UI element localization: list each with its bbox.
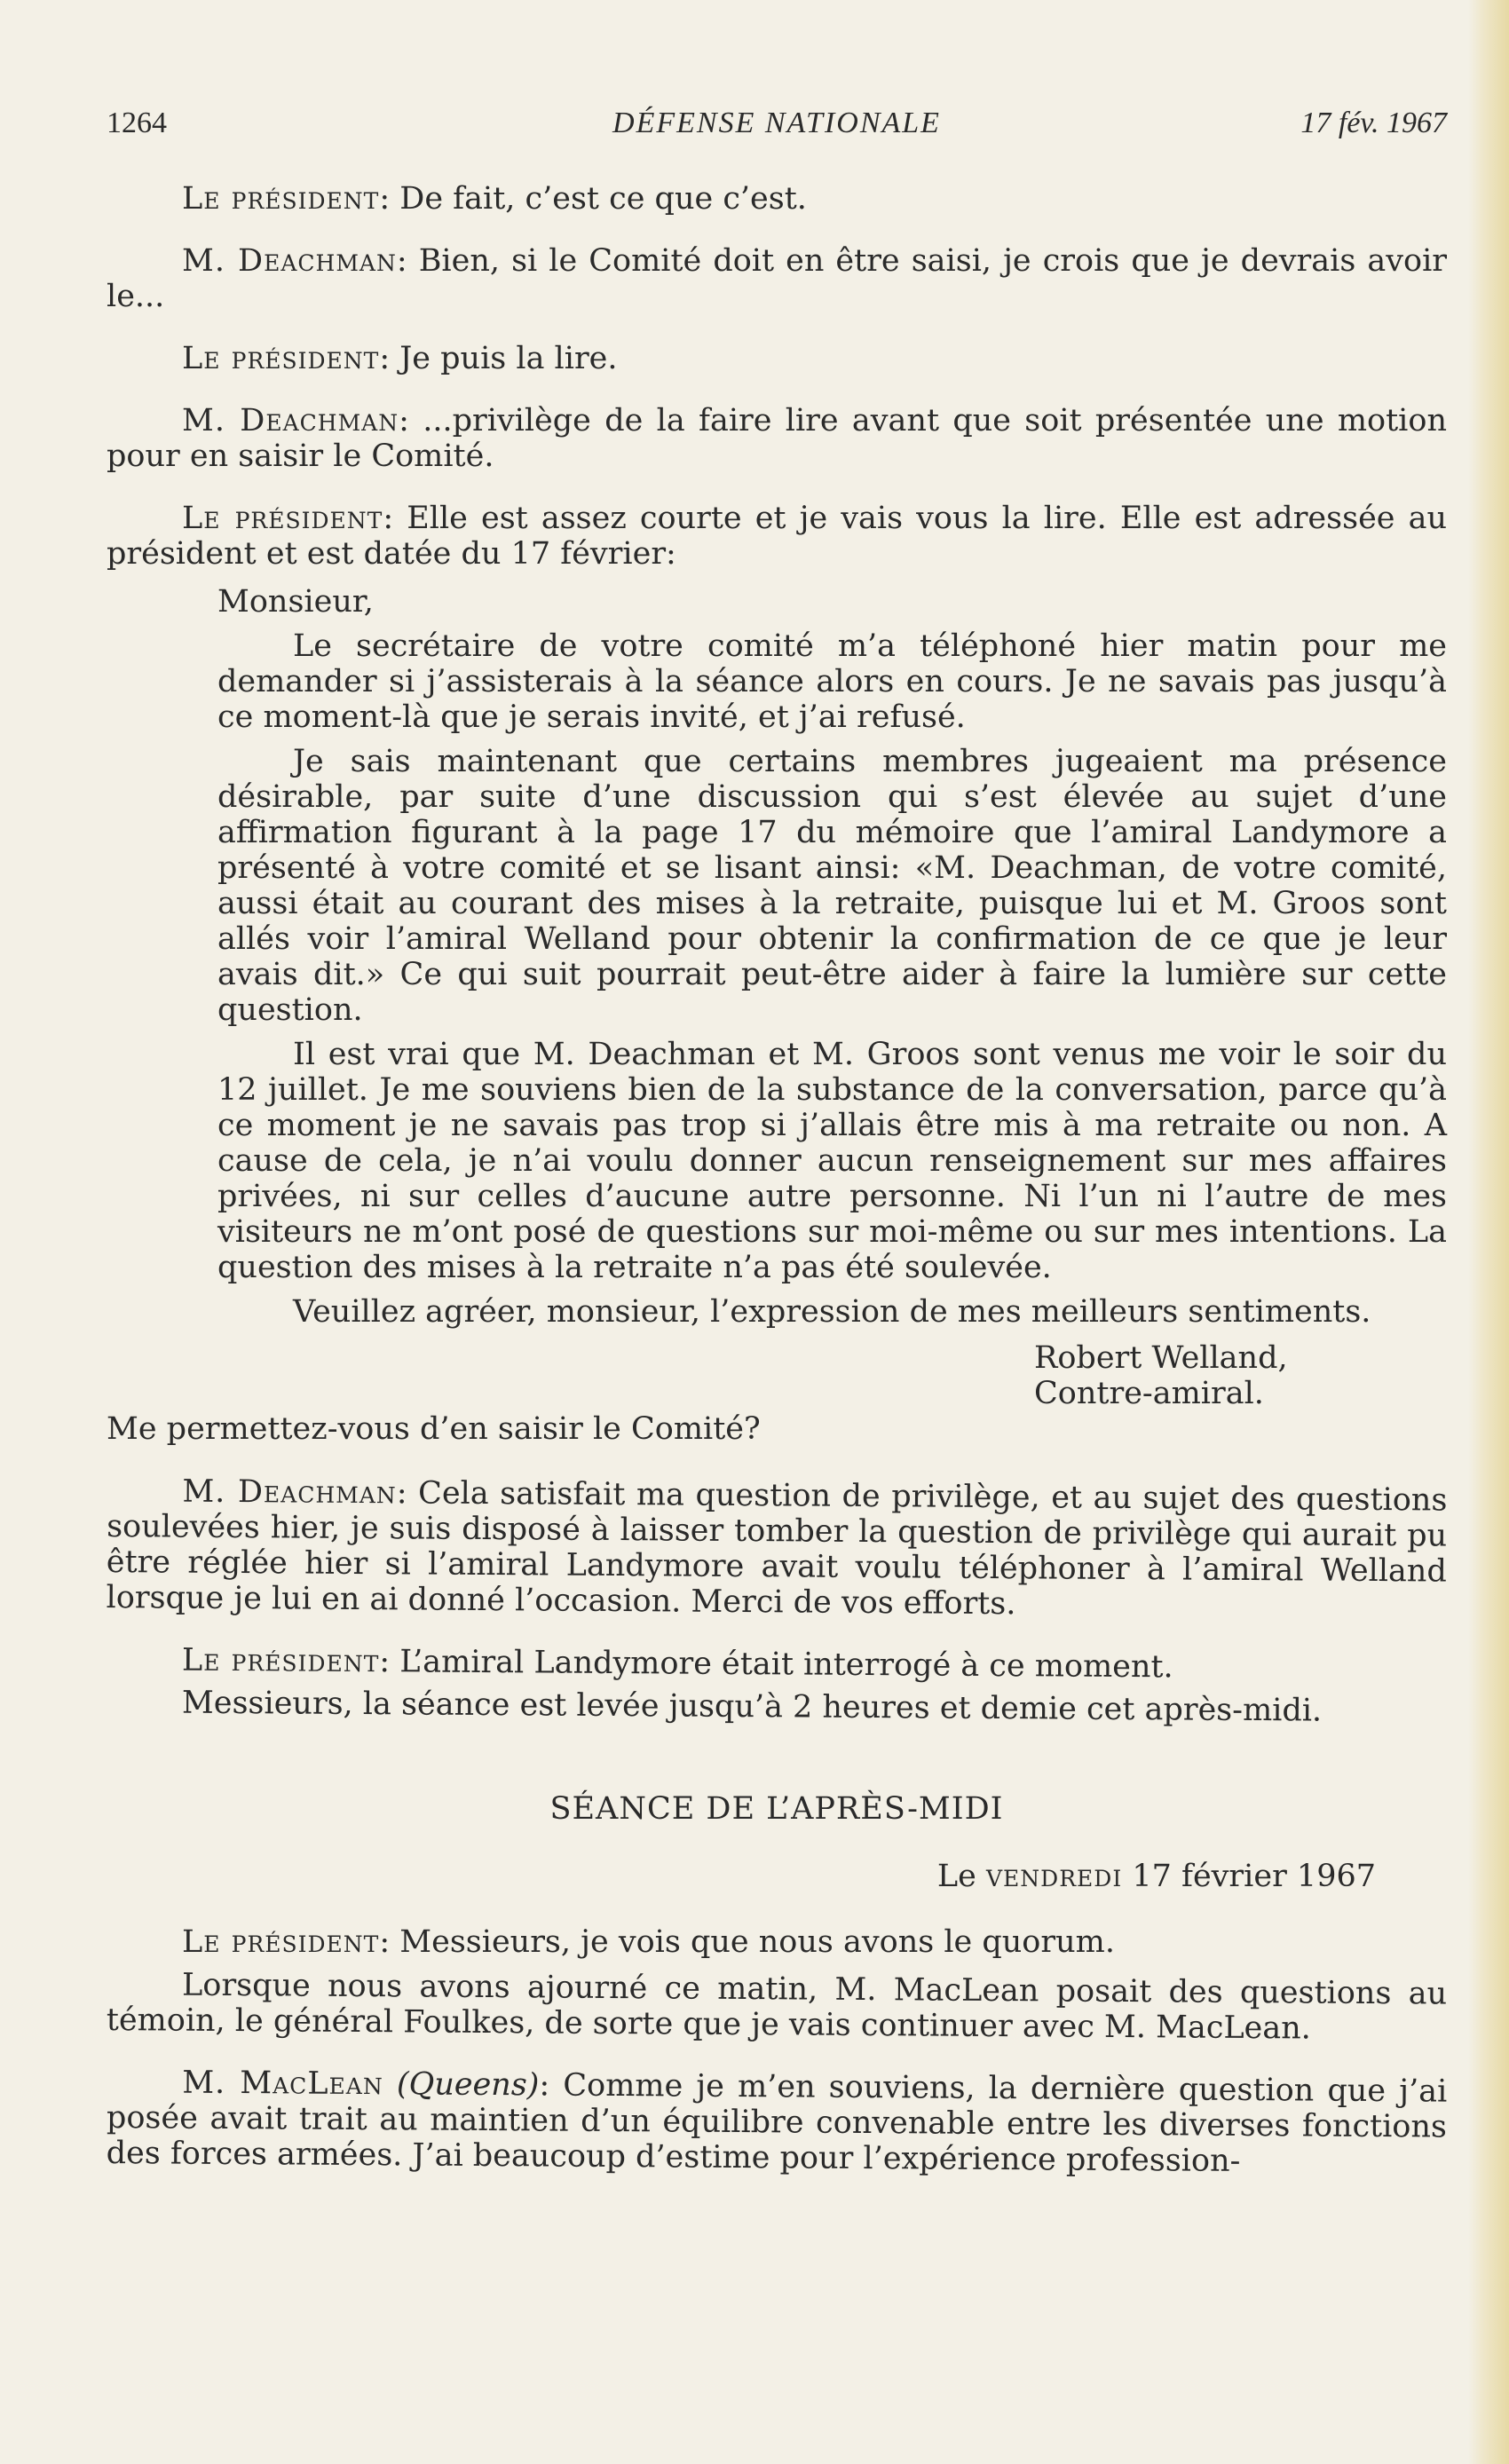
page-body — [107, 181, 1447, 2198]
paragraph: Me permettez-vous d’en saisir le Comité? — [107, 1411, 761, 1447]
letter-body — [107, 628, 1447, 1330]
paragraph — [107, 501, 1447, 572]
paragraph — [106, 1473, 1447, 1625]
dateline-date: 17 février 1967 — [1122, 1859, 1376, 1894]
dateline-day: vendredi — [985, 1859, 1123, 1894]
page-number: 1264 — [107, 107, 167, 139]
paragraph — [107, 2065, 1448, 2181]
speech-text: : ...privilège de la faire lire avant que soit présentée une motion pour en saisir le Comité. — [107, 403, 1447, 474]
speaker-name: M. MacLean — [182, 2065, 383, 2103]
paragraph: Lorsque nous avons ajourné ce matin, M. MacLean posait des questions au témoin, le général Foulkes, de sorte que je vais continuer avec M. MacLean. — [106, 1967, 1448, 2047]
paragraph — [107, 1924, 1447, 1960]
speech-text: : Comme je m’en souviens, la dernière question que j’ai posée avait trait au maintien d’un équilibre convenable entre les diverses fonctions des forces armées. J’ai beaucoup d’estime pour l’expérience profession- — [106, 2067, 1448, 2179]
speech-text: : De fait, c’est ce que c’est. — [379, 181, 807, 217]
signature-title: Contre-amiral. — [1034, 1376, 1264, 1411]
page-edge-shading — [1468, 0, 1509, 2464]
signature-name: Robert Welland, — [1034, 1340, 1288, 1376]
speaker-name: Le président — [182, 181, 380, 217]
paragraph — [107, 181, 1447, 217]
speaker-name: Le président — [182, 341, 380, 376]
session-dateline — [107, 1859, 1447, 1894]
letter-salutation: Monsieur, — [217, 584, 374, 620]
paragraph — [107, 1642, 1447, 1687]
running-title: DÉFENSE NATIONALE — [612, 107, 941, 139]
riding-name: (Queens) — [396, 2066, 540, 2104]
paragraph — [107, 403, 1447, 474]
letter-paragraph: Veuillez agréer, monsieur, l’expression de mes meilleurs sentiments. — [293, 1294, 1371, 1330]
paragraph — [107, 243, 1447, 314]
speaker-name: Le président — [182, 501, 383, 536]
speaker-name: M. Deachman — [182, 1473, 397, 1512]
letter-paragraph: Il est vrai que M. Deachman et M. Groos sont venus me voir le soir du 12 juillet. Je me souviens bien de la substance de la conversation, parce qu’à ce moment je ne savais pas trop si j’allais être mis à ma retraite ou non. A cause de cela, je n’ai voulu donner aucun renseignement sur mes affaires privées, ni sur celles d’aucune autre personne. Ni l’un ni l’autre de mes visiteurs ne m’ont posé de questions sur moi-même ou sur mes intentions. La question des mises à la retraite n’a pas été soulevée. — [217, 1037, 1447, 1285]
speaker-name: M. Deachman — [182, 403, 399, 438]
quoted-letter — [107, 584, 1447, 1411]
speaker-name: Le président — [181, 1642, 380, 1680]
speech-text: : Messieurs, je vois que nous avons le quorum. — [379, 1924, 1115, 1960]
speech-text: : Elle est assez courte et je vais vous la lire. Elle est adressée au président et est datée du 17 février: — [107, 501, 1448, 572]
letter-paragraph: Le secrétaire de votre comité m’a téléphoné hier matin pour me demander si j’assisterais à la séance alors en cours. Je ne savais pas jusqu’à ce moment-là que je serais invité, et j’ai refusé. — [217, 628, 1447, 735]
paragraph: Messieurs, la séance est levée jusqu’à 2 heures et demie cet après-midi. — [181, 1685, 1323, 1729]
letter-paragraph: Je sais maintenant que certains membres jugeaient ma présence désirable, par suite d’une discussion qui s’est élevée au sujet d’une affirmation figurant à la page 17 du mémoire que l’amiral Landymore a présenté à votre comité et se lisant ainsi: «M. Deachman, de votre comité, aussi était au courant des mises à la retraite, puisque lui et M. Groos sont allés voir l’amiral Welland pour obtenir la confirmation de ce que je leur avais dit.» Ce qui suit pourrait peut-être aider à faire la lumière sur cette question. — [217, 744, 1447, 1028]
paragraph — [107, 341, 1447, 376]
dateline-prefix: Le — [936, 1859, 986, 1894]
header-date: 17 fév. 1967 — [1300, 107, 1447, 139]
speaker-name: Le président — [182, 1924, 380, 1960]
section-heading: SÉANCE DE L’APRÈS-MIDI — [549, 1791, 1004, 1827]
speaker-name: M. Deachman — [182, 243, 397, 279]
speech-text: : Cela satisfait ma question de privilège, et au sujet des questions soulevées hier, je suis disposé à laisser tomber la question de privilège qui aurait pu être réglée hier si l’amiral Landymore avait voulu téléphoner à l’amiral Welland lorsque je lui en ai donné l’occasion. Merci de vos efforts. — [106, 1475, 1448, 1623]
page-header — [107, 107, 1447, 151]
letter-signature — [107, 1340, 1447, 1411]
speech-text: : Bien, si le Comité doit en être saisi, je crois que je devrais avoir le... — [107, 243, 1448, 314]
speech-text: : L’amiral Landymore était interrogé à ce moment. — [379, 1644, 1173, 1686]
speech-text: : Je puis la lire. — [379, 341, 618, 376]
